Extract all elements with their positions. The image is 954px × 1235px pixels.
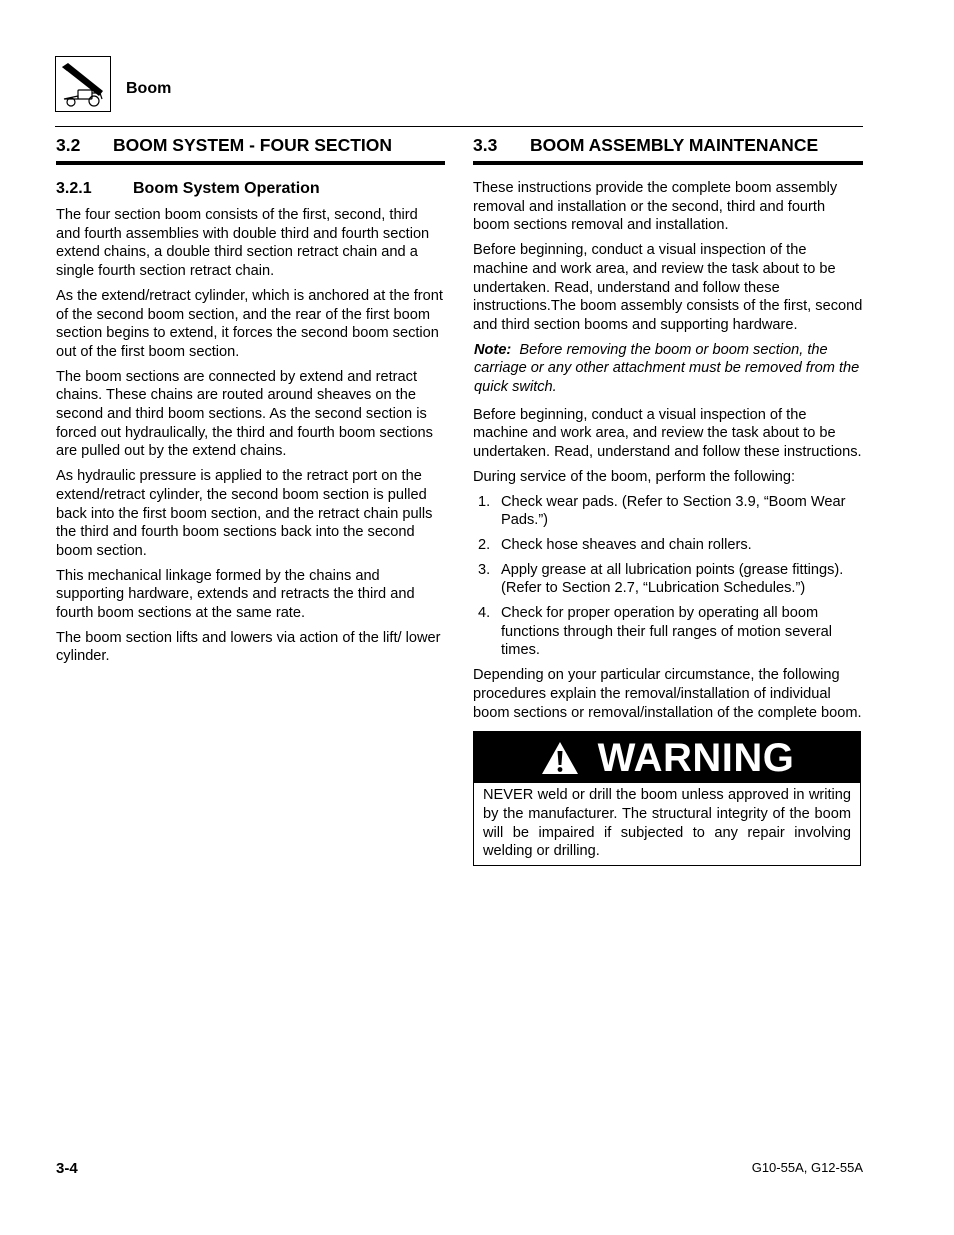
list-item <box>473 536 863 555</box>
section-heading-3-3 <box>473 134 863 165</box>
boom-lift-icon <box>55 56 111 112</box>
section-number: 3.3 <box>473 135 498 155</box>
paragraph: As hydraulic pressure is applied to the retract port on the extend/retract cylinder, the second boom section is pulled back into the first boom section, and the retract chain pulls the third and fourth boom sections back into the second boom section. <box>56 468 433 559</box>
step-number: 3. <box>478 561 491 578</box>
left-column <box>56 134 445 672</box>
section-title: BOOM ASSEMBLY MAINTENANCE <box>530 135 819 155</box>
section-number: 3.2 <box>56 135 81 155</box>
warning-title: WARNING <box>597 735 795 780</box>
step-number: 1. <box>478 493 491 510</box>
note-text: Before removing the boom or boom section, the carriage or any other attachment must be removed from the quick switch. <box>474 341 860 396</box>
paragraph: Depending on your particular circumstance, the following procedures explain the removal/installation of individual boom sections or removal/installation of the complete boom. <box>473 667 862 721</box>
list-item <box>473 493 863 530</box>
page-number: 3-4 <box>56 1160 78 1177</box>
section-title: BOOM SYSTEM - FOUR SECTION <box>113 135 393 155</box>
paragraph: The four section boom consists of the first, second, third and fourth assemblies with double third and fourth section extend chains, a double third section retract chain and a single fourth section retract chain. <box>56 207 430 280</box>
warning-text: NEVER weld or drill the boom unless approved in writing by the manufacturer. The structural integrity of the boom will be impaired if subjected to any repair involving welding or drilling. <box>483 787 851 860</box>
note <box>474 341 863 397</box>
section-heading-3-2 <box>56 134 445 165</box>
header-label: Boom <box>126 80 172 97</box>
paragraph: These instructions provide the complete boom assembly removal and installation or the second, third and fourth boom sections removal and installation. <box>473 180 838 234</box>
maintenance-steps-list <box>473 493 863 661</box>
step-text: Check for proper operation by operating all boom functions through their full ranges of motion several times. <box>501 605 832 659</box>
step-number: 2. <box>478 536 491 553</box>
paragraph: The boom sections are connected by extend and retract chains. These chains are routed around sheaves on the second and third boom sections. As the second section is forced out hydraulically, the third and fourth boom sections are pulled out by the extend chains. <box>56 368 433 460</box>
paragraph: During service of the boom, perform the following: <box>473 468 796 485</box>
list-item <box>473 561 863 598</box>
note-label: Note: <box>474 341 512 358</box>
list-item <box>473 604 863 660</box>
subsection-number: 3.2.1 <box>56 180 92 197</box>
subsection-heading-3-2-1 <box>56 179 445 199</box>
model-number: G10-55A, G12-55A <box>751 1160 863 1175</box>
step-text: Check hose sheaves and chain rollers. <box>501 536 752 553</box>
warning-triangle-icon <box>540 740 580 776</box>
paragraph: Before beginning, conduct a visual inspection of the machine and work area, and review the task about to be undertaken. Read, understand and follow these instructions.The boom assembly consists of the first, second and third section booms and supporting hardware. <box>473 242 863 333</box>
header-divider <box>55 126 863 127</box>
step-number: 4. <box>478 605 491 622</box>
paragraph: Before beginning, conduct a visual inspection of the machine and work area, and review the task about to be undertaken. Read, understand and follow these instructions. <box>473 406 862 461</box>
right-column <box>473 134 863 866</box>
paragraph: As the extend/retract cylinder, which is anchored at the front of the second boom section, and the rear of the first boom section begins to extend, it forces the second boom section out of the first boom section. <box>56 287 443 360</box>
step-text: Apply grease at all lubrication points (grease fittings). (Refer to Section 2.7, “Lubrication Schedules.”) <box>501 561 844 597</box>
warning-header <box>474 732 860 783</box>
step-text: Check wear pads. (Refer to Section 3.9, “Boom Wear Pads.”) <box>501 493 846 529</box>
paragraph: The boom section lifts and lowers via action of the lift/ lower cylinder. <box>56 629 441 665</box>
paragraph: This mechanical linkage formed by the chains and supporting hardware, extends and retracts the third and fourth boom sections at the same rate. <box>56 567 415 622</box>
warning-box <box>473 731 861 866</box>
subsection-title: Boom System Operation <box>133 180 320 197</box>
